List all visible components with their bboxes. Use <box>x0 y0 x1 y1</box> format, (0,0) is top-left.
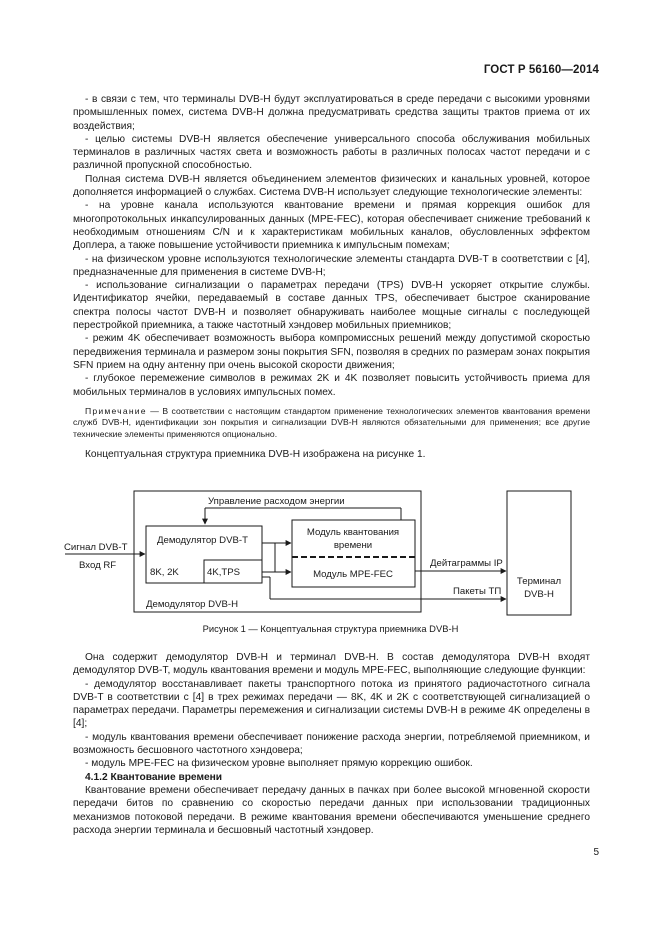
demodulator-dvbh-box <box>134 491 421 612</box>
note-paragraph <box>73 406 590 441</box>
terminal-label-2: DVB-H <box>524 589 554 600</box>
note-label: Примечание <box>85 405 147 416</box>
time-slicing-label-1: Модуль квантования <box>306 527 400 538</box>
text-block-2 <box>73 651 590 837</box>
paragraph: - модуль MPE-FEC на физическом уровне выполняет прямую коррекцию ошибок. <box>85 758 473 770</box>
paragraph: - модуль квантования времени обеспечивает понижение расхода энергии, потребляемой приемником, и возможность бесшовного частотного хэндовера; <box>73 731 590 757</box>
page-number: 5 <box>593 847 599 858</box>
paragraph: Полная система DVB-H является объединением элементов физических и канальных уровней, которое дополняется информацией о службах. Система DVB-H использует следующие технологические элементы: <box>73 173 590 199</box>
paragraph: - использование сигнализации о параметрах передачи (TPS) DVB-H ускоряет открытие службы. Идентификатор ячейки, передаваемый в составе данных TPS, обеспечивает быстрое сканирование спектра полосы частот DVB-H и позволяет обнаруживать наиболее мощные сигналы с последующей перестройкой приемника, а также частотный хэндовер мобильных приемников; <box>73 280 590 332</box>
paragraph: - глубокое перемежение символов в режимах 2K и 4K позволяет повысить устойчивость приема для мобильных терминалов в условиях импульсных помех. <box>73 373 590 398</box>
paragraph: - целью системы DVB-H является обеспечение универсального способа обслуживания мобильных терминалов в различных частях света и возможность работы в различных полосах частот передачи и с различной пропускной способностью. <box>73 133 590 172</box>
rf-input-label: Вход RF <box>79 560 117 571</box>
figure-1-diagram <box>0 488 661 618</box>
section-heading: 4.1.2 Квантование времени <box>85 771 223 783</box>
intro-line: Концептуальная структура приемника DVB-H изображена на рисунке 1. <box>85 449 426 461</box>
terminal-label-1: Терминал <box>516 576 562 587</box>
modes-4k-tps-label: 4K,TPS <box>207 567 241 578</box>
paragraph: - демодулятор восстанавливает пакеты транспортного потока из принятого радиочастотного сигнала DVB-T в соответствии с [4] в трех режимах передачи — 8K, 4K и 2K с соответствующей сигнализацией о параметрах передачи. Параметры перемежения и сигнализации системы DVB-H в режиме 4K определены в [4]; <box>73 678 590 730</box>
mpe-fec-label: Модуль MPE-FEC <box>313 569 393 580</box>
paragraph: - режим 4K обеспечивает возможность выбора компромиссных решений между допустимой скоростью передвижения терминала и размером зоны покрытия SFN, позволяя в средних по размерам зонах покрытия SFN прием на одну антенну при очень высокой скорости движения; <box>73 333 590 371</box>
power-control-label: Управление расходом энергии <box>208 496 345 507</box>
signal-input-label: Сигнал DVB-T <box>64 542 128 553</box>
modes-8k-2k-label: 8K, 2K <box>150 567 179 578</box>
demodulator-dvbh-label: Демодулятор DVB-H <box>146 599 239 610</box>
figure-caption: Рисунок 1 — Концептуальная структура приемника DVB-H <box>202 623 459 634</box>
time-slicing-label-2: времени <box>333 540 373 551</box>
ts-packets-label: Пакеты ТП <box>453 586 502 597</box>
text-block-1 <box>73 93 590 462</box>
paragraph: Квантование времени обеспечивает передачу данных в пачках при более высокой мгновенной скорости передачи битов по сравнению со скоростью передачи данных при использовании традиционных механизмов потоковой передачи. В режиме квантования времени обеспечиваются уменьшение среднего расхода энергии терминала и бесшовный частотный хэндовер. <box>73 784 590 836</box>
paragraph: - на уровне канала используются квантование времени и прямая коррекция ошибок для многопротокольных инкапсулированных данных (MPE-FEC), которая обеспечивает снижение требований к необходимым отношениям C/N и к характеристикам мобильных каналов, обусловленных эффектом Доплера, а также повышение устойчивости приемника к импульсным помехам; <box>73 200 590 252</box>
paragraph: - в связи с тем, что терминалы DVB-H будут эксплуатироваться в среде передачи с высокими уровнями промышленных помех, система DVB-H должна предусматривать средства защиты трактов приема от их воздействия; <box>73 94 590 132</box>
demodulator-dvbt-label: Демодулятор DVB-T <box>157 535 248 546</box>
datagrams-label: Дейтаграммы IP <box>430 558 503 569</box>
note-text: — В соответствии с настоящим стандартом применение технологических элементов квантования времени служб DVB-H, идентификации зон покрытия и сигнализации DVB-H являются обязательными для применения; все другие технические элементы применяются опционально. <box>73 405 590 439</box>
document-code: ГОСТ Р 56160—2014 <box>483 64 599 76</box>
paragraph: - на физическом уровне используются технологические элементы стандарта DVB-T в соответствии с [4], предназначенные для применения в системе DVB-H; <box>73 253 590 278</box>
paragraph: Она содержит демодулятор DVB-H и терминал DVB-H. В состав демодулятора DVB-H входят демодулятор DVB-T, модуль квантования времени и модуль MPE-FEC, выполняющие следующие функции: <box>73 652 590 677</box>
